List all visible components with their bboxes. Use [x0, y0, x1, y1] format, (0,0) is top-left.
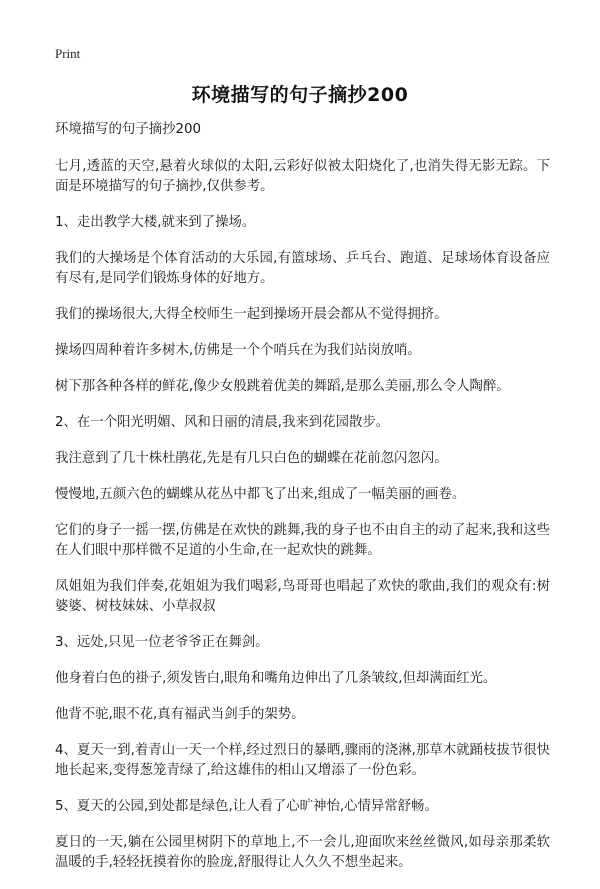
page-title: 环境描写的句子摘抄200 — [191, 84, 409, 106]
paragraph: 我们的大操场是个体育活动的大乐园,有篮球场、乒乓台、跑道、足球场体育设备应有尽有,是同学们锻炼身体的好地方。 — [55, 251, 550, 286]
paragraph: 慢慢地,五颜六色的蝴蝶从花丛中都飞了出来,组成了一幅美丽的画卷。 — [55, 487, 466, 502]
article-subtitle: 环境描写的句子摘抄200 — [55, 122, 202, 137]
paragraph: 树下那各种各样的鲜花,像少女般跳着优美的舞蹈,是那么美丽,那么令人陶醉。 — [55, 379, 510, 394]
section-heading-4: 4、夏天一到,着青山一天一个样,经过烈日的暴晒,骤雨的浇淋,那草木就踊枝拔节很快地长起来,变得葱笼青绿了,给这雄伟的相山又增添了一份色彩。 — [55, 743, 550, 778]
paragraph: 夏日的一天,躺在公园里树阴下的草地上,不一会儿,迎面吹来丝丝微风,如母亲那柔软温暖的手,轻轻抚摸着你的脸庞,舒服得让人久久不想坐起来。 — [55, 835, 550, 870]
section-heading-2: 2、在一个阳光明媚、风和日丽的清晨,我来到花园散步。 — [55, 415, 390, 430]
paragraph: 他背不驼,眼不花,真有福武当剑手的架势。 — [55, 707, 305, 722]
print-link[interactable]: Print — [55, 46, 81, 61]
paragraph: 它们的身子一摇一摆,仿佛是在欢快的跳舞,我的身子也不由自主的动了起来,我和这些在人们眼中那样微不足道的小生命,在一起欢快的跳舞。 — [55, 523, 550, 558]
section-heading-1: 1、走出教学大楼,就来到了操场。 — [55, 215, 256, 230]
paragraph: 我们的操场很大,大得全校师生一起到操场开晨会都从不觉得拥挤。 — [55, 307, 448, 322]
section-heading-5: 5、夏天的公园,到处都是绿色,让人看了心旷神怡,心情异常舒畅。 — [55, 799, 438, 814]
section-heading-3: 3、远处,只见一位老爷爷正在舞剑。 — [55, 635, 269, 650]
intro-paragraph: 七月,透蓝的天空,悬着火球似的太阳,云彩好似被太阳烧化了,也消失得无影无踪。下面是环境描写的句子摘抄,仅供参考。 — [55, 159, 550, 194]
paragraph: 操场四周种着许多树木,仿佛是一个个哨兵在为我们站岗放哨。 — [55, 343, 421, 358]
article-body — [55, 120, 550, 889]
paragraph: 凤姐姐为我们伴奏,花姐姐为我们喝彩,鸟哥哥也唱起了欢快的歌曲,我们的观众有:树婆婆、树枝妹妹、小草叔叔 — [55, 579, 550, 614]
paragraph: 他身着白色的褂子,须发皆白,眼角和嘴角边伸出了几条皱纹,但却满面红光。 — [55, 671, 497, 686]
paragraph: 我注意到了几十株杜鹃花,先是有几只白色的蝴蝶在花前忽闪忽闪。 — [55, 451, 448, 466]
